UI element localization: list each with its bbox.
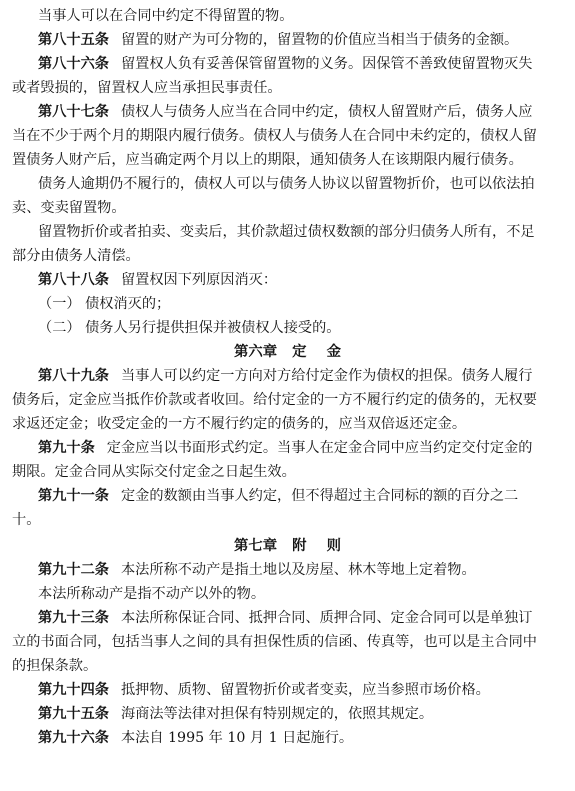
article-number: 第九十六条 [38, 730, 109, 746]
article-text: 定金的数额由当事人约定，但不得超过主合同标的额的百分之二 [120, 488, 519, 504]
article-text: 本法所称保证合同、抵押合同、质押合同、定金合同可以是单独订 [120, 610, 533, 626]
article-text: 留置的财产为可分物的，留置物的价值应当相当于债务的金额。 [120, 32, 519, 48]
article-number: 第八十五条 [38, 32, 109, 48]
article-88 [38, 268, 568, 292]
article-90 [38, 436, 568, 460]
text-line: 或者毁损的，留置权人应当承担民事责任。 [12, 80, 282, 96]
article-96 [38, 726, 568, 750]
article-text: 债权人与债务人应当在合同中约定，债权人留置财产后，债务人应 [120, 104, 533, 120]
article-87 [38, 100, 568, 124]
text-line: 的担保条款。 [12, 658, 98, 674]
text-line: 求返还定金；收受定金的一方不履行约定的债务的，应当双倍返还定金。 [12, 416, 467, 432]
article-text: 海商法等法律对担保有特别规定的，依照其规定。 [120, 706, 434, 722]
article-text: 本法自 1995 年 10 月 1 日起施行。 [120, 730, 354, 746]
article-number: 第九十三条 [38, 610, 109, 626]
list-item: （二） 债务人另行提供担保并被债权人接受的。 [38, 320, 341, 336]
article-89 [38, 364, 568, 388]
text-line: 置债务人财产后，应当确定两个月以上的期限，通知债务人在该期限内履行债务。 [12, 152, 523, 168]
article-95 [38, 702, 568, 726]
text-line: 部分由债务人清偿。 [12, 248, 140, 264]
article-91 [38, 484, 568, 508]
text-line: 卖、变卖留置物。 [12, 200, 126, 216]
article-93 [38, 606, 568, 630]
article-text: 留置权人负有妥善保管留置物的义务。因保管不善致使留置物灭失 [120, 56, 533, 72]
chapter-heading-6: 第六章 定 金 [233, 343, 342, 360]
article-number: 第八十八条 [38, 272, 109, 288]
text-line: 期限。定金合同从实际交付定金之日起生效。 [12, 464, 296, 480]
article-number: 第八十七条 [38, 104, 109, 120]
article-text: 当事人可以约定一方向对方给付定金作为债权的担保。债务人履行 [120, 368, 533, 384]
article-text: 留置权因下列原因消灭： [120, 272, 278, 288]
paragraph-line: 债务人逾期仍不履行的，债权人可以与债务人协议以留置物折价，也可以依法拍 [38, 176, 535, 192]
paragraph-line: 本法所称动产是指不动产以外的物。 [38, 586, 266, 602]
text-line: 当在不少于两个月的期限内履行债务。债权人与债务人在合同中未约定的，债权人留 [12, 128, 537, 144]
article-text: 定金应当以书面形式约定。当事人在定金合同中应当约定交付定金的 [106, 440, 533, 456]
article-number: 第八十九条 [38, 368, 109, 384]
list-item: （一） 债权消灭的； [38, 296, 171, 312]
article-94 [38, 678, 568, 702]
article-number: 第九十条 [38, 440, 95, 456]
text-line: 十。 [12, 512, 41, 528]
article-number: 第九十一条 [38, 488, 109, 504]
article-number: 第九十五条 [38, 706, 109, 722]
article-85 [38, 28, 568, 52]
article-number: 第九十四条 [38, 682, 109, 698]
chapter-heading-7: 第七章 附 则 [233, 537, 342, 554]
article-text: 本法所称不动产是指土地以及房屋、林木等地上定着物。 [120, 562, 476, 578]
text-line: 立的书面合同，包括当事人之间的具有担保性质的信函、传真等，也可以是主合同中 [12, 634, 537, 650]
article-number: 第八十六条 [38, 56, 109, 72]
article-92 [38, 558, 568, 582]
text-line: 债务后，定金应当抵作价款或者收回。给付定金的一方不履行约定的债务的，无权要 [12, 392, 537, 408]
article-number: 第九十二条 [38, 562, 109, 578]
article-84-tail: 当事人可以在合同中约定不得留置的物。 [38, 8, 294, 24]
paragraph-line: 留置物折价或者拍卖、变卖后，其价款超过债权数额的部分归债务人所有，不足 [38, 224, 535, 240]
article-86 [38, 52, 568, 76]
article-text: 抵押物、质物、留置物折价或者变卖，应当参照市场价格。 [120, 682, 490, 698]
